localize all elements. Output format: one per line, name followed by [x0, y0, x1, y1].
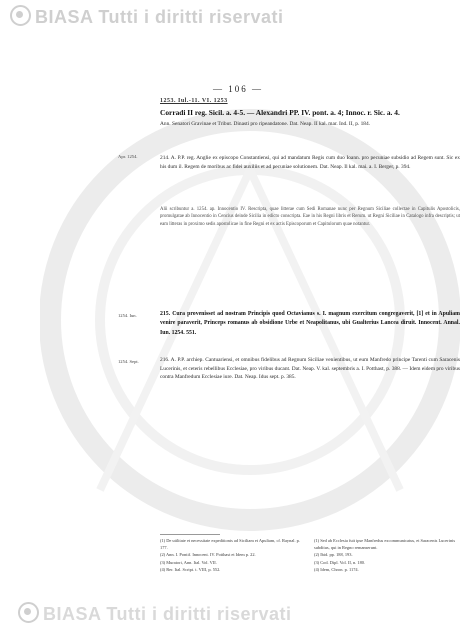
footnotes-left: [160, 538, 306, 575]
footnote: (3) Cod. Dipl. Vol. II, n. 180.: [314, 559, 366, 565]
footnote-divider: [160, 534, 220, 535]
biasa-logo-icon: [10, 5, 31, 26]
paragraph-3: 215. Cura provenisset ad nostram Principis quod Octavianus s. I. magnum exercitum congregaverit, [1] et in Apuliam venire paraverit, Princeps romanus ab obsidione Urbe et Neapolitanus, ubi Gualterius Lancea diruit. Innocent. Annal. Iun. 1254. 551.: [160, 311, 460, 336]
margin-note-2: 1254. Sept.: [118, 359, 139, 364]
biasa-logo-icon: [18, 602, 39, 623]
footnote: (2) Ibid. pp. 188, 193.: [314, 552, 353, 558]
footnote: (4) Rer. Ital. Script. t. VIII, p. 552.: [160, 567, 221, 573]
paragraph-4: 216. A. P.P. archiep. Cantuariensi, et omnibus fidelibus ad Regnum Siciliae venientibus, ut eum Manfredo principe Tarenti cum Saracenis Lucerinis, et ceteris rebellibus Ecclesiae, pro viribus ducant. Dat. Neap. V. kal. septembris a. I. Potthast, p. 388. — Idem eidem pro viribus contra Manfredum Ecclesiae iure. Dat. Neap. Idus sept. p. 385.: [160, 357, 460, 381]
page-number: — 106 —: [213, 84, 263, 94]
footnote: (1) Sed ab Ecclesia fuit ipse Manfredus excommunicatus, et Saracenis Lucerinis subditus, qui in Regno remanserunt.: [314, 538, 456, 550]
footnotes-right: [314, 538, 460, 575]
watermark-top: [10, 5, 284, 28]
watermark-top-text: BIASA Tutti i diritti riservati: [35, 7, 284, 27]
footnote: (2) Ann. I. Pontif. Innocent. IV. Potthast et Idem p. 22.: [160, 552, 256, 558]
watermark-bottom: [18, 602, 292, 625]
section-tag: 1253. Iul.-11. VI. 1253: [160, 98, 228, 104]
paragraph-1: 214. A. P.P. reg. Anglie ex episcopo Constantiensi, qui ad mandatum Regis cum duo Ioann. pro pecuniae subsidio ad Regem sunt. Sic ex his dum il. Regem de moribus ac fidei auxiliis et ad pecuniae solutionem. Dat. Neap. Il kal. mai. a. I. Berger, p. 394.: [160, 155, 460, 170]
paragraph-0: Ann. Senatori Gravinae et Tribut. Dinasti pro ripeandatone. Dat. Neap. II kal. mar. Ind. II, p. 184.: [160, 121, 371, 127]
running-head: Corradi II reg. Sicil. a. 4-5. — Alexandri PP. IV. pont. a. 4; Innoc. r. Sic. a. 4.: [160, 108, 400, 117]
margin-note-1: 1254. Iun.: [118, 313, 137, 318]
margin-note-0: Apr. 1254.: [118, 154, 138, 159]
footnote: (1) De utilitate et necessitate expeditionis ad Siciliam et Apuliam, cf. Raynal. p. 177.: [160, 538, 300, 550]
footnote: (3) Muratori, Ann. Ital. Vol. VII.: [160, 559, 217, 565]
paragraph-2: Alii scribuntur a. 1254. ap. Innocentio IV. Rescripta, quae litterae cum Sedi Romanae nunc per Regnum Siciliae collectae in Capitulis Apostolicis, promulgatae ab Innocentio in Cencius deinde Sicilia in edicto conscripta. Eae in his Regni libris et Rerum. ut Regni Siciliae in Catalogo infra descriptis; ut eam litteras in proximo sedis apostolicae in fine Regni et ex actis Episcoporum et Capitulorum quae notantur.: [160, 207, 460, 227]
watermark-bottom-text: BIASA Tutti i diritti riservati: [43, 604, 292, 624]
footnote: (4) Idem, Chron. p. 1174.: [314, 567, 359, 573]
